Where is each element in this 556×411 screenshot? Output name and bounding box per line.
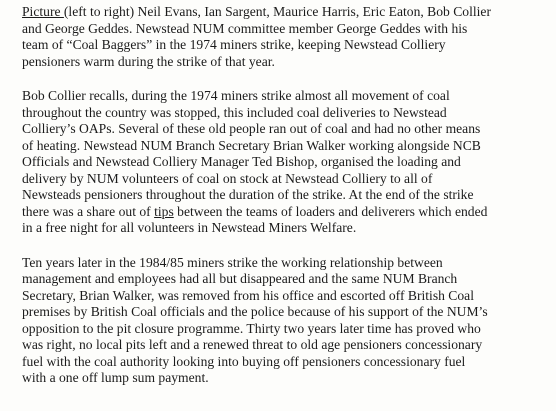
text-line: Newsteads pensioners throughout the duration of the strike. At the end of the strike bbox=[22, 187, 474, 202]
text-line bbox=[22, 4, 538, 21]
tips-underlined-word: tips bbox=[154, 203, 174, 219]
later-strike-paragraph bbox=[22, 255, 538, 387]
text-line: Colliery’s OAPs. Several of these old people ran out of coal and had no other means bbox=[22, 121, 481, 136]
text-run: there was a share out of bbox=[22, 203, 155, 219]
text-line: opposition to the pit closure programme. Thirty two years later time has proved who bbox=[22, 320, 481, 336]
text-line: and George Geddes. Newstead NUM committee member George Geddes with his bbox=[22, 20, 468, 36]
text-line: Ten years later in the 1984/85 miners strike the working relationship between bbox=[22, 254, 443, 270]
text-line: of heating. Newstead NUM Branch Secretary Brian Walker working alongside NCB bbox=[22, 137, 481, 153]
text-line: throughout the country was stopped, this included coal deliveries to Newstead bbox=[22, 104, 447, 120]
caption-paragraph bbox=[22, 4, 538, 70]
text-line: Bob Collier recalls, during the 1974 miners strike almost all movement of coal bbox=[22, 88, 450, 103]
text-run: between the teams of loaders and deliverers which ended bbox=[173, 203, 488, 219]
text-line: in a free night for all volunteers in Newstead Miners Welfare. bbox=[22, 220, 357, 235]
text-line: pensioners warm during the strike of that year. bbox=[22, 53, 275, 69]
recollection-paragraph bbox=[22, 88, 538, 237]
text-line: with a one off lump sum payment. bbox=[22, 370, 209, 385]
text-line: Officials and Newstead Colliery Manager Ted Bishop, organised the loading and bbox=[22, 154, 461, 169]
text-line: fuel with the coal authority looking into buying off pensioners concessionary fuel bbox=[22, 353, 466, 369]
text-line: management and employees had all but disappeared and the same NUM Branch bbox=[22, 271, 458, 286]
text-run: (left to right) Neil Evans, Ian Sargent, Maurice Harris, Eric Eaton, Bob Collier bbox=[63, 4, 491, 19]
text-line bbox=[22, 204, 538, 221]
text-line: Secretary, Brian Walker, was removed from his office and escorted off British Coal bbox=[22, 287, 474, 303]
text-line: premises by British Coal officials and the police because of his support of the NUM’s bbox=[22, 304, 488, 319]
text-line: delivery by NUM volunteers of coal on stock at Newstead Colliery to all of bbox=[22, 170, 433, 186]
text-line: team of “Coal Baggers” in the 1974 miners strike, keeping Newstead Colliery bbox=[22, 37, 446, 52]
picture-label: Picture bbox=[22, 4, 64, 19]
text-line: was right, no local pits left and a renewed threat to old age pensioners concessionary bbox=[22, 337, 483, 352]
